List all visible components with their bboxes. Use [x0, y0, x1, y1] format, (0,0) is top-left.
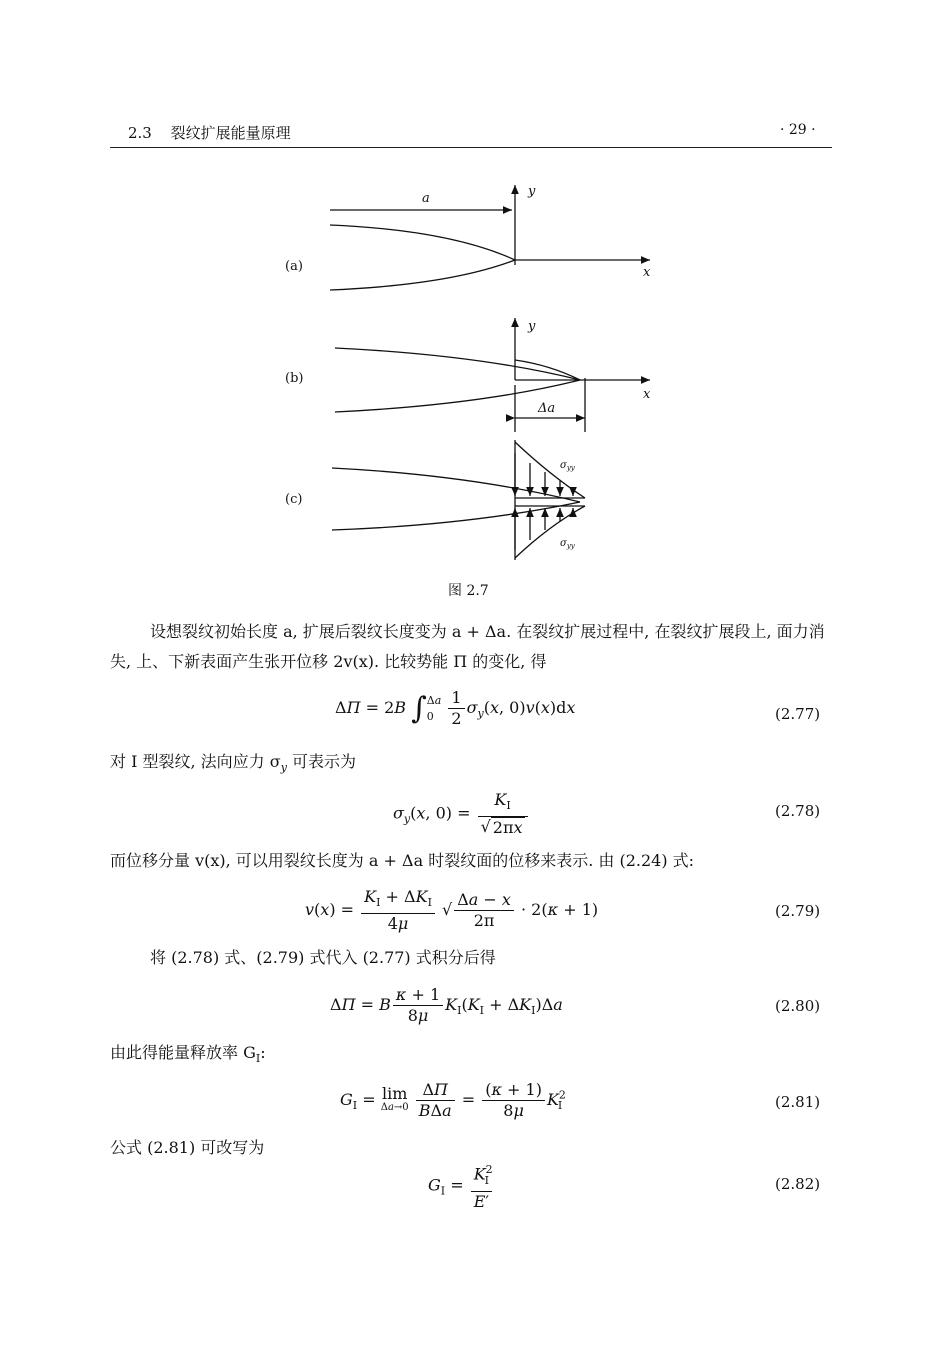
page-number: · 29 ·: [780, 122, 816, 138]
panel-label-c: (c): [285, 492, 303, 507]
crack-lower-a: [330, 260, 515, 290]
equation-2-82: $G_I$ = $\frac{K^2_I}{E'}$: [428, 1160, 494, 1212]
figure-caption: 图 2.7: [448, 583, 489, 599]
paragraph-stress: 对 I 型裂纹, 法向应力 $\sigma_y$ 可表示为: [110, 752, 356, 775]
crack-upper-a: [330, 225, 515, 260]
running-header: [128, 122, 291, 143]
paragraph-release-rate: 由此得能量释放率 $G_I$:: [110, 1043, 266, 1066]
section-number: 2.3: [128, 124, 152, 142]
label-x-a: x: [643, 265, 651, 280]
label-a-length: a: [422, 191, 430, 206]
label-sigma-upper: $\sigma_{yy}$: [560, 460, 575, 472]
equation-number-2-82: (2.82): [775, 1175, 821, 1193]
label-x-b: x: [643, 387, 651, 402]
label-delta-a: Δa: [538, 401, 556, 416]
equation-2-80: ΔΠ = B $\frac{\kappa + 1}{8\mu}$ $K_I(K_I + \Delta K_I)\Delta a$: [330, 985, 563, 1025]
equation-2-77: ΔΠ = 2B ∫Δa 0 $\frac{1}{2}$ $\sigma_y(x$, 0)v(x)dx: [335, 688, 576, 728]
paragraph-substitute: 将 (2.78) 式、(2.79) 式代入 (2.77) 式积分后得: [150, 948, 496, 967]
equation-number-2-81: (2.81): [775, 1093, 821, 1111]
paragraph-rewrite: 公式 (2.81) 可改写为: [110, 1138, 265, 1157]
equation-2-78: $\sigma_y(x$, 0) = $\frac{K_I}{√ 2\pi x}$: [393, 790, 530, 838]
crack-upper-c: [332, 468, 580, 502]
equation-number-2-80: (2.80): [775, 997, 821, 1015]
equation-2-81: $G_I = \lim$ Δa→0 $\frac{\Delta\Pi}{\text{BΔa}}$ = $\frac{(\kappa + 1)}{8\mu}$ $K^2_I$: [340, 1080, 566, 1120]
equation-number-2-79: (2.79): [775, 902, 821, 920]
crack-upper-b: [335, 348, 580, 380]
section-title: 裂纹扩展能量原理: [170, 124, 291, 142]
equation-number-2-77: (2.77): [775, 705, 821, 723]
stress-envelope-lower: [515, 506, 585, 558]
equation-number-2-78: (2.78): [775, 802, 821, 820]
label-y-b: y: [528, 319, 536, 334]
label-y-a: y: [528, 184, 536, 199]
paragraph-intro: 设想裂纹初始长度 a, 扩展后裂纹长度变为 a + Δa. 在裂纹扩展过程中, 在裂纹扩展段上, 面力消失, 上、下新表面产生张开位移 2v(x). 比较势能 Π 的变化, 得: [110, 622, 825, 671]
header-rule: [110, 147, 832, 148]
crack-figure: [250, 170, 670, 570]
label-sigma-lower: $\sigma_{yy}$: [560, 538, 575, 550]
panel-label-b: (b): [285, 371, 304, 386]
panel-label-a: (a): [285, 259, 303, 274]
equation-2-79: v(x) = $\frac{K_I + \Delta K_I}{4\mu}$ √ $\frac{\Delta a - x}{2\pi}$ · 2(κ + 1): [305, 887, 599, 934]
paragraph-displacement: 而位移分量 v(x), 可以用裂纹长度为 a + Δa 时裂纹面的位移来表示. 由 (2.24) 式:: [110, 851, 695, 870]
